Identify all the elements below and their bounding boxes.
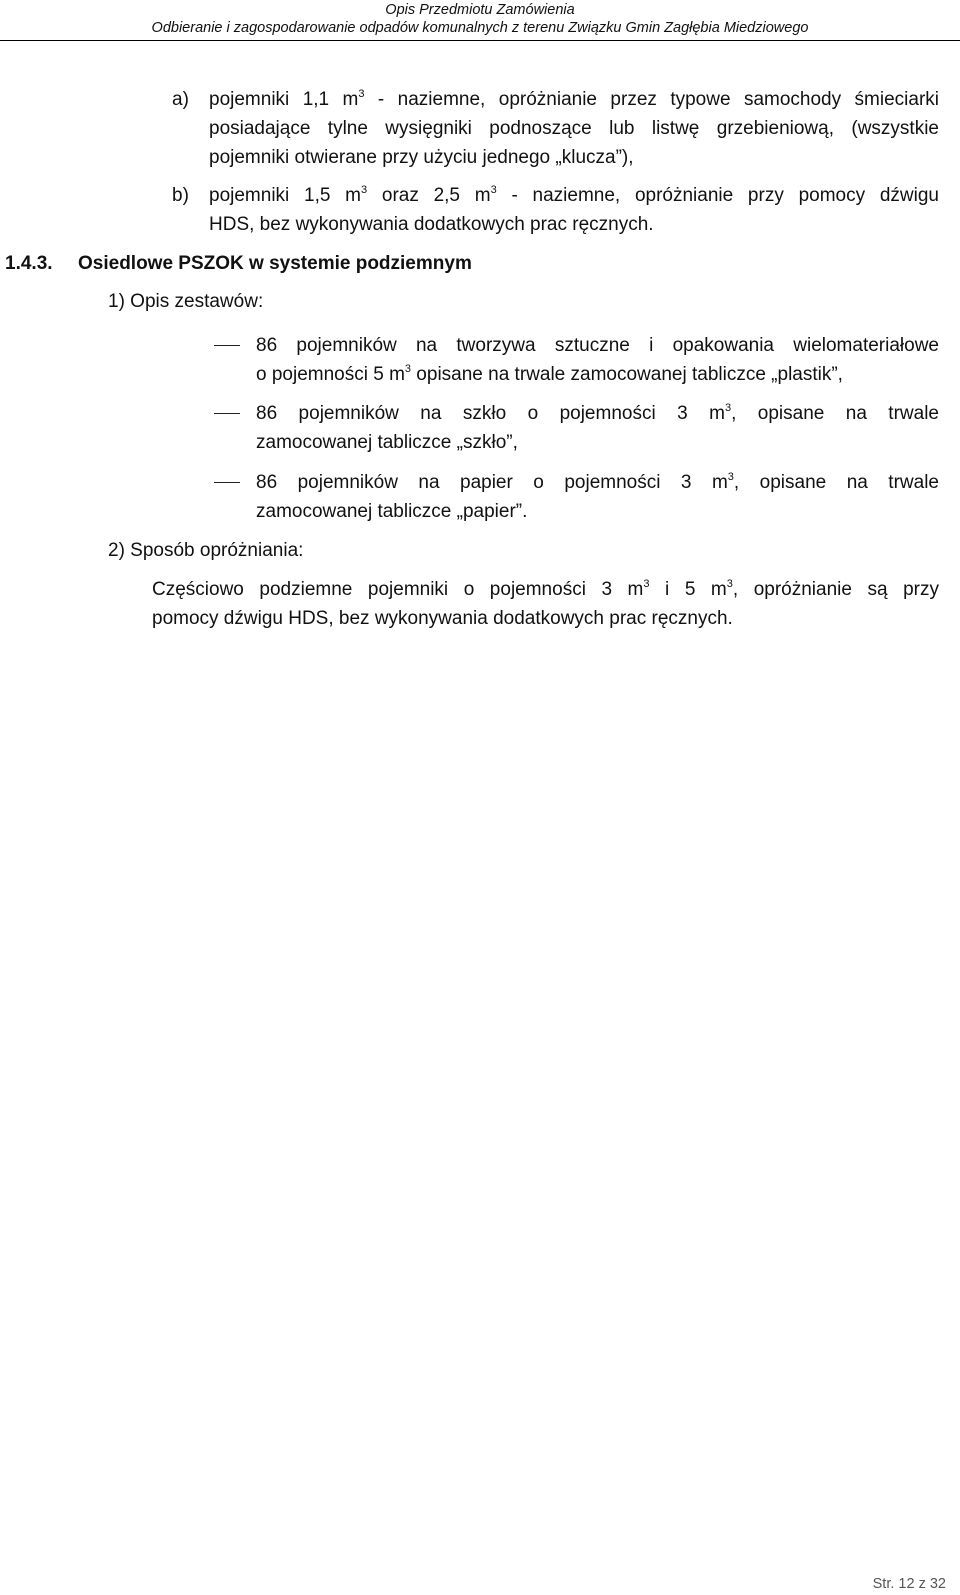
paragraph-text-1c: , opróżnianie są przy <box>732 579 939 600</box>
list-b-line-2: HDS, bez wykonywania dodatkowych prac ręcznych. <box>209 214 654 235</box>
bullet-2-text-1b: , opisane na trwale <box>731 403 939 424</box>
bullet-2-text-1a: 86 pojemników na szkło o pojemności 3 m <box>256 403 725 424</box>
list-a-line-3: pojemniki otwierane przy użyciu jednego „klucza”), <box>209 147 634 168</box>
superscript: 3 <box>361 184 368 196</box>
superscript: 3 <box>643 578 650 590</box>
paragraph-line-1 <box>152 578 939 602</box>
list-b-line-1 <box>209 184 939 208</box>
page-number: Str. 12 z 32 <box>872 1576 946 1592</box>
bullet-3-line-1 <box>256 471 939 495</box>
paragraph-text-1a: Częściowo podziemne pojemniki o pojemności 3 m <box>152 579 644 600</box>
bullet-1-text-2b: opisane na trwale zamocowanej tabliczce „plastik”, <box>411 364 843 385</box>
list-marker-b: b) <box>172 185 189 206</box>
bullet-3-text-1a: 86 pojemników na papier o pojemności 3 m <box>256 472 728 493</box>
dash-bullet-icon <box>214 482 240 483</box>
dash-bullet-icon <box>214 345 240 346</box>
list-marker-a: a) <box>172 89 189 110</box>
header-divider <box>0 40 960 41</box>
list-a-text-1b: - naziemne, opróżnianie przez typowe samochody śmieciarki <box>364 89 939 110</box>
paragraph-text-1b: i 5 m <box>649 579 727 600</box>
bullet-2-line-2: zamocowanej tabliczce „szkło”, <box>256 432 518 453</box>
superscript: 3 <box>727 471 734 483</box>
section-number: 1.4.3. <box>5 253 53 274</box>
bullet-3-line-2: zamocowanej tabliczce „papier”. <box>256 501 528 522</box>
list-b-text-1b: oraz 2,5 m <box>367 185 491 206</box>
bullet-1-line-2 <box>256 363 843 387</box>
list-a-text-1a: pojemniki 1,1 m <box>209 89 359 110</box>
list-a-line-2: posiadające tylne wysięgniki podnoszące lub listwę grzebieniową, (wszystkie <box>209 118 939 139</box>
superscript: 3 <box>404 363 412 375</box>
list-b-text-1a: pojemniki 1,5 m <box>209 185 361 206</box>
bullet-3-text-1b: , opisane na trwale <box>733 472 939 493</box>
superscript: 3 <box>724 402 732 414</box>
document-title: Opis Przedmiotu Zamówienia <box>385 2 575 18</box>
bullet-1-text-2a: o pojemności 5 m <box>256 364 405 385</box>
superscript: 3 <box>490 184 497 196</box>
bullet-1-line-1: 86 pojemników na tworzywa sztuczne i opakowania wielomateriałowe <box>256 335 939 356</box>
list-b-text-1c: - naziemne, opróżnianie przy pomocy dźwigu <box>496 185 939 206</box>
paragraph-line-2: pomocy dźwigu HDS, bez wykonywania dodatkowych prac ręcznych. <box>152 608 733 629</box>
bullet-2-line-1 <box>256 402 939 426</box>
item-1-label: 1) Opis zestawów: <box>108 291 264 312</box>
list-a-line-1 <box>209 88 939 112</box>
dash-bullet-icon <box>214 413 240 414</box>
superscript: 3 <box>358 88 365 100</box>
section-title: Osiedlowe PSZOK w systemie podziemnym <box>78 253 472 274</box>
superscript: 3 <box>726 578 733 590</box>
section-heading <box>5 252 605 276</box>
item-2-label: 2) Sposób opróżniania: <box>108 540 304 561</box>
document-subtitle: Odbieranie i zagospodarowanie odpadów komunalnych z terenu Związku Gmin Zagłębia Miedziowego <box>151 20 809 36</box>
